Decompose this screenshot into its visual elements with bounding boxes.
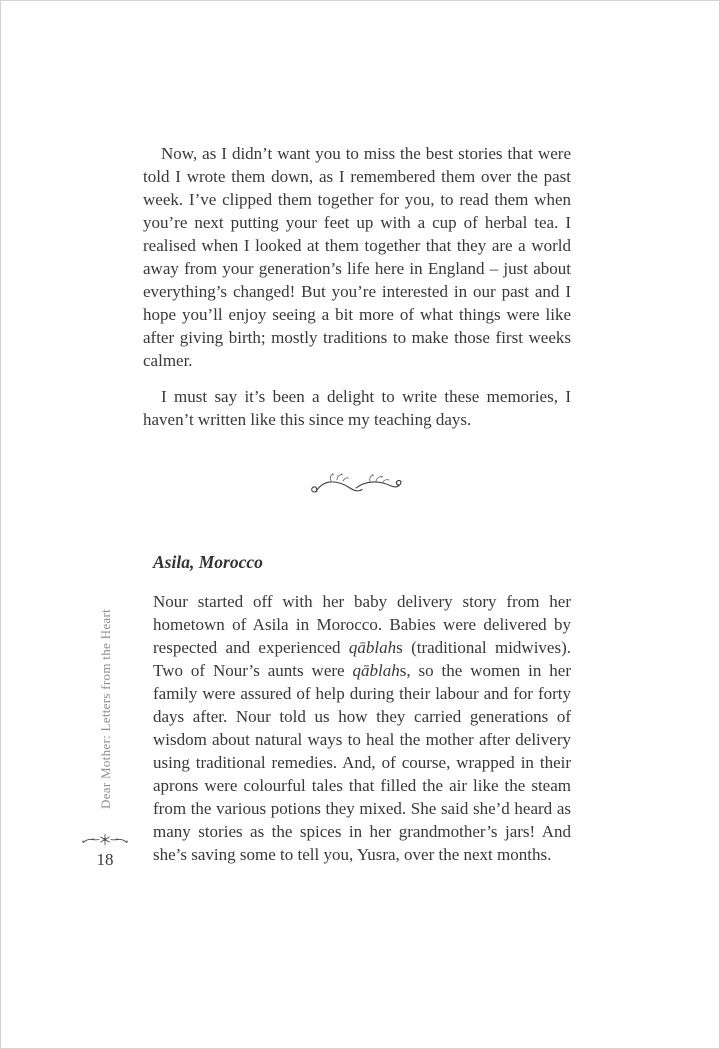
letter-paragraph-2: I must say it’s been a delight to write these memories, I haven’t written like this since my teaching days. [143,387,571,429]
letter-text-block [143,142,571,431]
floral-sprig-ornament-icon [82,832,128,848]
running-title-vertical: Dear Mother: Letters from the Heart [98,608,113,809]
section-heading: Asila, Morocco [153,552,263,572]
section-paragraph: Nour started off with her baby delivery story from her hometown of Asila in Morocco. Babies were delivered by respected and experienced qāblahs (traditional midwives). Two of Nour’s aunts were qāblahs, so the women in her family were assured of help during their labour and for forty days after. Nour told us how they carried generations of wisdom about natural ways to heal the mother after delivery using traditional remedies. And, of course, wrapped in their aprons were colourful tales that filled the air like the steam from the various potions they mixed. She said she’d heard as many stories as the spices in her grandmother’s jars! And she’s saving some to tell you, Yusra, over the next months. [153,592,571,864]
letter-paragraph-1: Now, as I didn’t want you to miss the best stories that were told I wrote them down, as I remembered them over the past week. I’ve clipped them together for you, to read them when you’re next putting your feet up with a cup of herbal tea. I realised when I looked at them together that they are a world away from your generation’s life here in England – just about everything’s changed! But you’re interested in our past and I hope you’ll enjoy seeing a bit more of what things were like after giving birth; mostly traditions to make those first weeks calmer. [143,144,571,370]
vine-flourish-divider-icon [143,473,571,503]
page-number: 18 [96,850,114,869]
